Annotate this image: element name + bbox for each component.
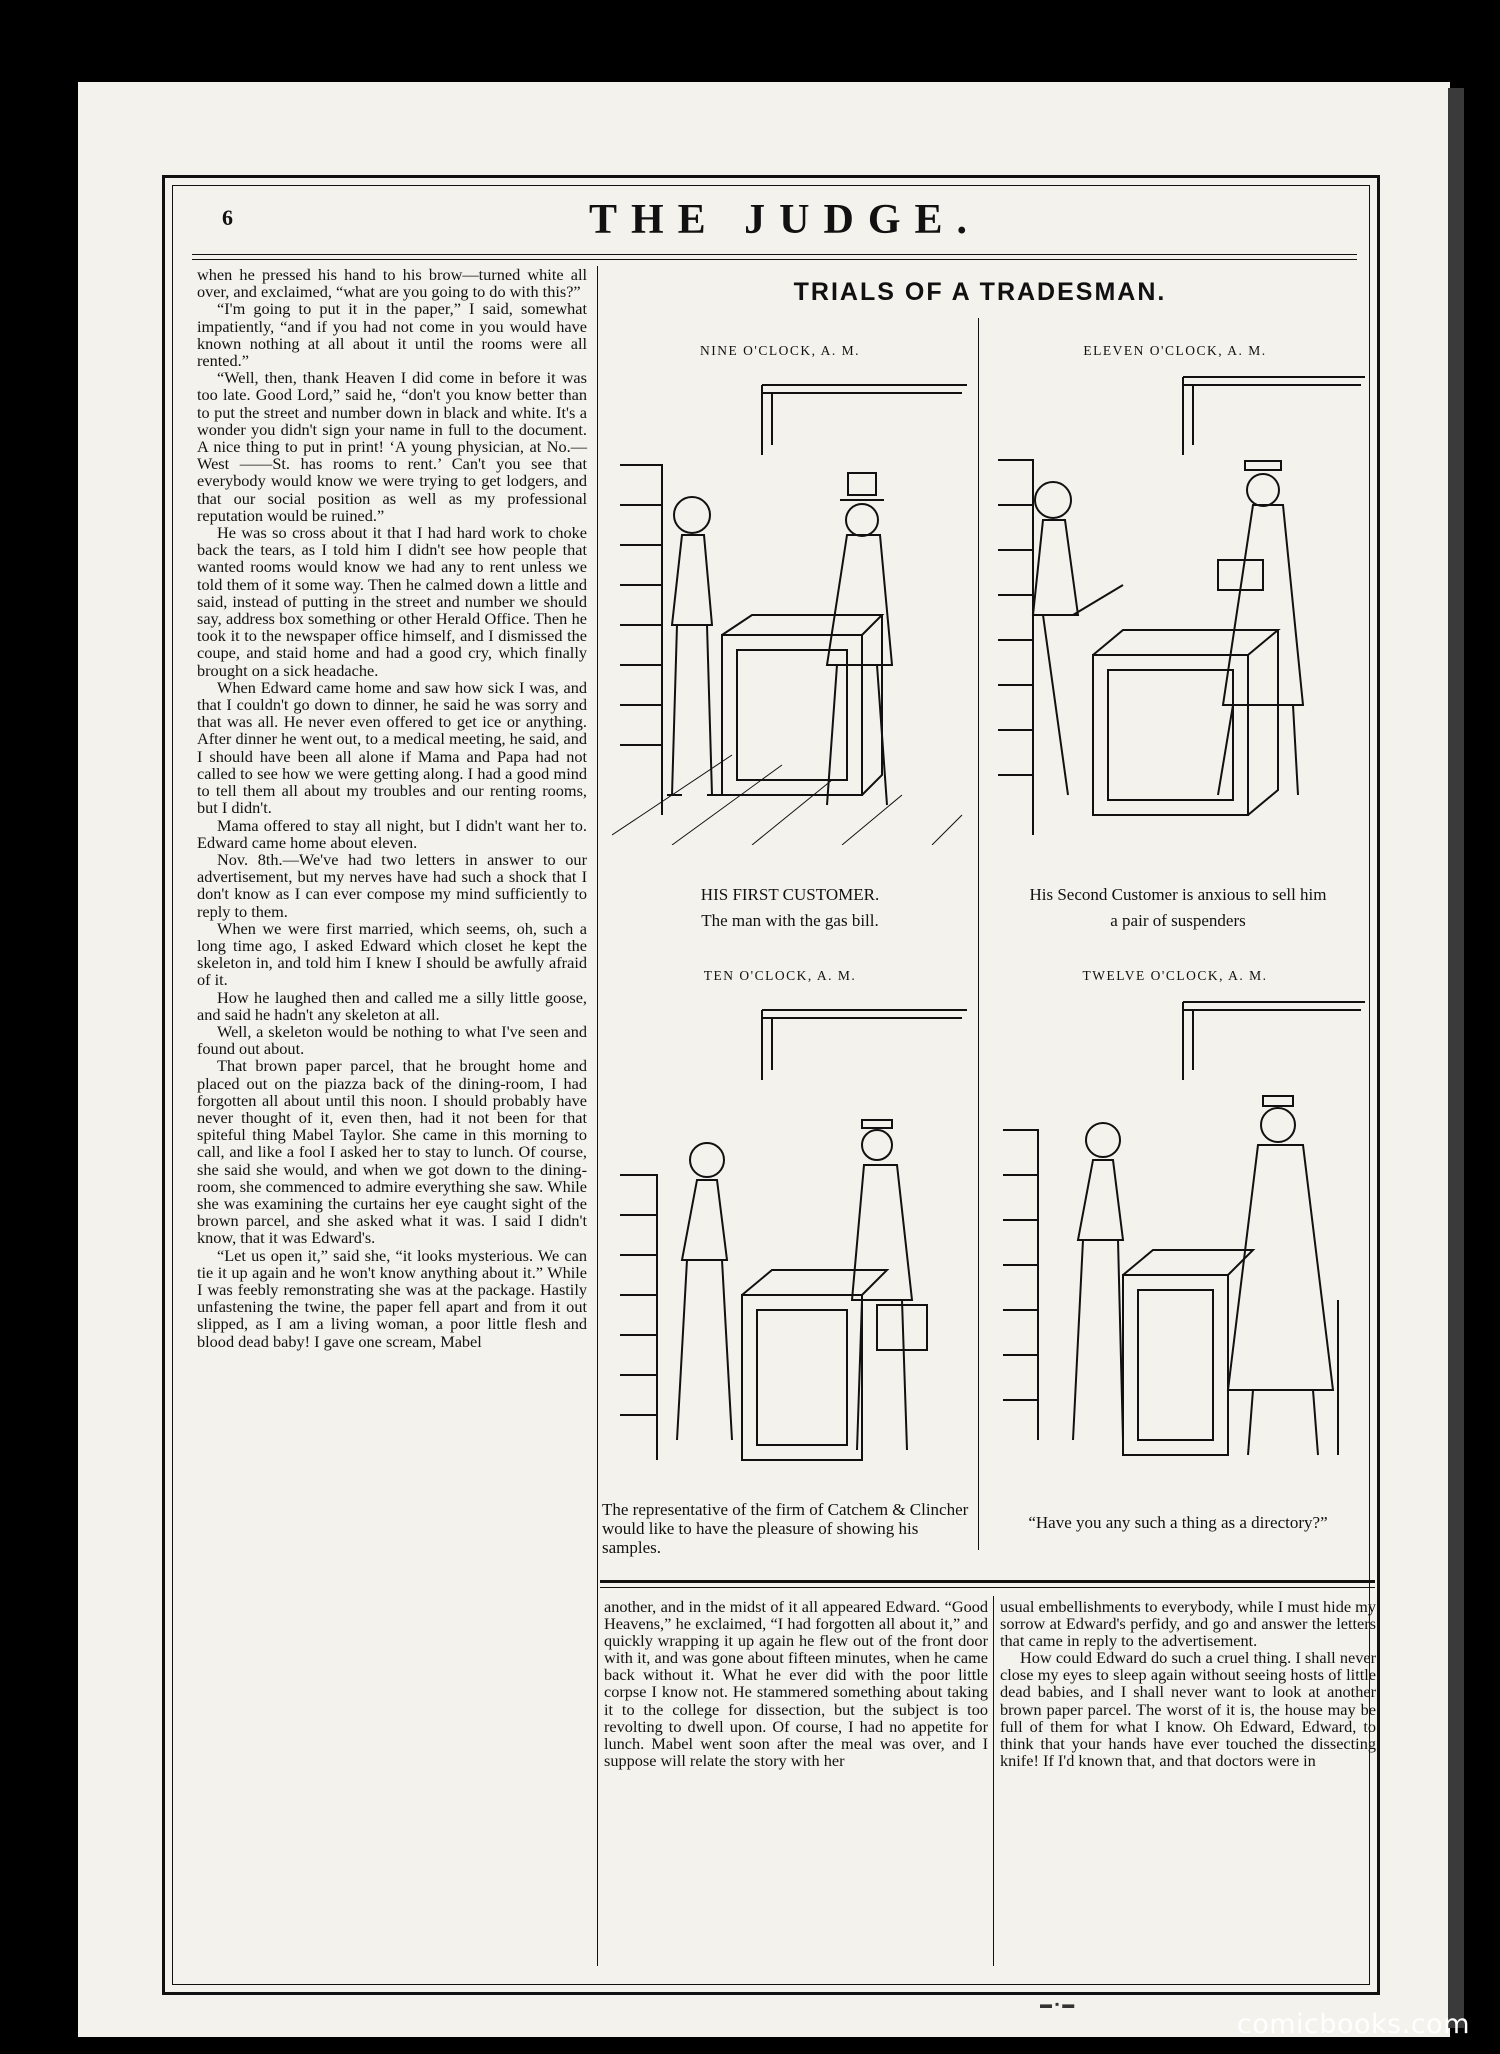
header-rule-top bbox=[192, 254, 1357, 255]
paragraph: He was so cross about it that I had hard work to choke back the tears, as I told him I didn't see how people that wanted rooms would know we had any to rent unless we told them of it some way. Then he calmed down a little and said, instead of putting in the street and number we should say, address box something or other Herald Office. Then he took it to the newspaper office himself, and I dismissed the coupe, and staid home and had a good cry, which finally brought on a sick headache. bbox=[197, 523, 587, 680]
column-rule-bottom bbox=[993, 1596, 994, 1966]
cartoon-divider-vertical bbox=[978, 318, 979, 1550]
paragraph: another, and in the midst of it all appeared Edward. “Good Heavens,” he exclaimed, “I had forgotten all about it,” and quickly wrapping it up again he flew out of the front door with it, and was gone about fifteen minutes, when he came back without it. What he ever did with the poor little corpse I know not. He stammered something about taking it to the college for dissection, but the subject is too revolting to dwell upon. Of course, I had no appetite for lunch. Mabel went soon after the meal was over, and I suppose will relate the story with her bbox=[604, 1597, 988, 1770]
watermark-text: comicbooks.com bbox=[1236, 2009, 1470, 2040]
panel-caption: His Second Customer is anxious to sell him bbox=[1029, 885, 1327, 904]
panel-time-label: TWELVE O'CLOCK, A. M. bbox=[1082, 968, 1268, 983]
cartoon-panel-illustration bbox=[993, 1000, 1368, 1470]
panel-caption: HIS FIRST CUSTOMER. bbox=[700, 885, 880, 904]
masthead-title: THE JUDGE. bbox=[588, 197, 982, 243]
print-marks: ▬ ▪ ▬ bbox=[1040, 1997, 1075, 2011]
binding-spine bbox=[1448, 88, 1464, 2028]
panel-time-label: TEN O'CLOCK, A. M. bbox=[703, 968, 857, 983]
paragraph: when he pressed his hand to his brow—turned white all over, and exclaimed, “what are you going to do with this?” bbox=[197, 265, 587, 302]
header-rule-bottom bbox=[192, 259, 1357, 260]
cartoon-panel-illustration bbox=[612, 375, 972, 845]
paragraph: Well, a skeleton would be nothing to what I've seen and found out about. bbox=[197, 1021, 587, 1059]
paragraph: “I'm going to put it in the paper,” I said, somewhat impatiently, “and if you had not come in you would have known nothing at all about it until the rooms were all rented.” bbox=[197, 299, 587, 371]
panel-caption: “Have you any such a thing as a directory?” bbox=[1028, 1513, 1328, 1532]
paragraph: “Let us open it,” said she, “it looks mysterious. We can tie it up again and he won't know anything about it.” While I was feebly remonstrating she was at the package. Hastily unfastening the twine, the paper fell apart and from it out slipped, as I am a living woman, a poor little flesh and blood dead baby! I gave one scream, Mabel bbox=[197, 1245, 587, 1351]
column-rule-left bbox=[597, 266, 598, 1966]
bottom-middle-column bbox=[604, 1598, 988, 1769]
paragraph: That brown paper parcel, that he brought home and placed out on the piazza back of the dining-room, I had forgotten all about until this noon. I should probably have never thought of it, even then, had it not been for that spiteful thing Mabel Taylor. She came in this morning to call, and like a fool I asked her to stay to lunch. Of course, she said she would, and when we got down to the dining-room, she commenced to admire everything she saw. While she was examining the curtains her eye caught sight of the brown parcel, and she asked what it was. I said I didn't know, that it was Edward's. bbox=[197, 1056, 587, 1248]
cartoon-panel-illustration bbox=[993, 375, 1368, 845]
paragraph: How he laughed then and called me a silly little goose, and said he hadn't any skeleton at all. bbox=[197, 987, 587, 1024]
paragraph: Mama offered to stay all night, but I didn't want her to. Edward came home about eleven. bbox=[197, 815, 587, 852]
panel-caption: a pair of suspenders bbox=[1110, 911, 1246, 930]
paragraph: When Edward came home and saw how sick I was, and that I couldn't go down to dinner, he said he was sorry and that was all. He never even offered to get ice or anything. After dinner he went out, to a medical meeting, he said, and I should have been all alone if Mama and Papa had not called to see how we were getting along. I had a good mind to tell them all about my troubles and our renting rooms, but I didn't. bbox=[197, 677, 587, 818]
panel-caption: The representative of the firm of Catchem & Clincher would like to have the pleasure of showing his samples. bbox=[602, 1500, 969, 1557]
left-text-column bbox=[197, 266, 587, 1350]
paragraph: Nov. 8th.—We've had two letters in answer to our advertisement, but my nerves have had such a shock that I don't know as I can ever compose my mind sufficiently to reply to them. bbox=[197, 849, 587, 921]
cartoon-title: TRIALS OF A TRADESMAN. bbox=[793, 278, 1167, 306]
paragraph: How could Edward do such a cruel thing. I shall never close my eyes to sleep again without seeing hosts of little dead babies, and I shall never want to look at another brown paper parcel. The worst of it is, the house may be full of them for what I know. Oh Edward, Edward, to think that your hands have ever touched the dissecting knife! If I'd known that, and that doctors were in bbox=[1000, 1648, 1376, 1770]
cartoon-bottom-rule bbox=[600, 1580, 1375, 1583]
page-number: 6 bbox=[222, 205, 233, 230]
bottom-right-column bbox=[1000, 1598, 1376, 1769]
panel-time-label: NINE O'CLOCK, A. M. bbox=[700, 343, 860, 358]
paragraph: “Well, then, thank Heaven I did come in before it was too late. Good Lord,” said he, “don't you know better than to put the street and number down in black and white. It's a wonder you didn't sign your name in full to the document. A nice thing to put in print! ‘A young physician, at No.— West ——St. has rooms to rent.’ Can't you see that everybody would know we were trying to get lodgers, and that our social position as well as my professional reputation would be ruined.” bbox=[197, 368, 587, 525]
paragraph: usual embellishments to everybody, while I must hide my sorrow at Edward's perfidy, and go and answer the letters that came in reply to the advertisement. bbox=[1000, 1597, 1376, 1651]
paragraph: When we were first married, which seems, oh, such a long time ago, I asked Edward which closet he kept the skeleton in, and told him I knew I should be awfully afraid of it. bbox=[197, 918, 587, 990]
panel-time-label: ELEVEN O'CLOCK, A. M. bbox=[1083, 343, 1267, 358]
cartoon-bottom-rule-thin bbox=[600, 1587, 1375, 1588]
panel-caption: The man with the gas bill. bbox=[701, 911, 879, 930]
cartoon-panel-illustration bbox=[612, 1000, 972, 1470]
